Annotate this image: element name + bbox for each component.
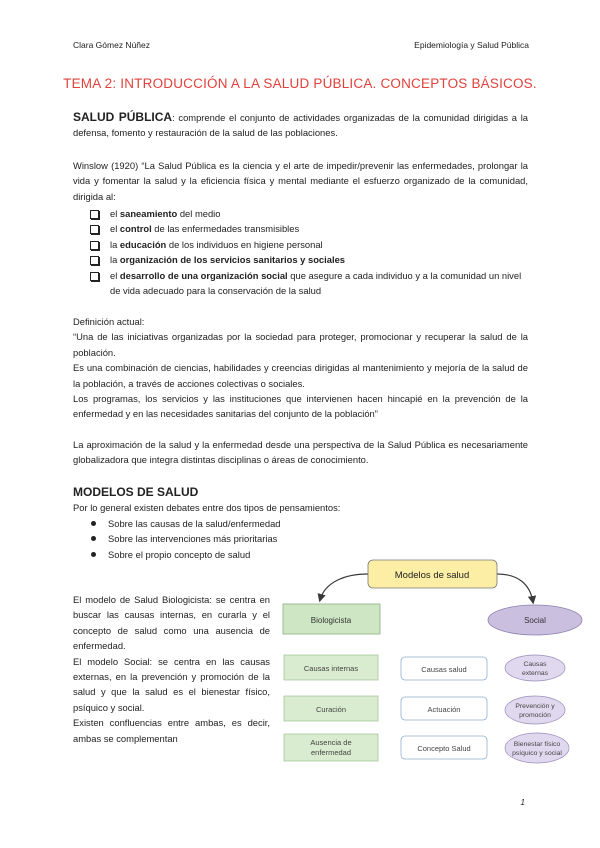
right-item-node [505,696,565,724]
salud-publica-term: SALUD PÚBLICA [73,110,173,124]
page-number: 1 [520,798,525,807]
list-item: Sobre el propio concepto de salud [90,547,390,562]
list-item: Sobre las intervenciones más prioritarias [90,531,390,546]
left-item-label: Causas internas [303,664,359,673]
right-item-label: Prevención y [515,703,555,710]
biologicista-label: Biologicista [310,616,352,625]
list-item: Sobre las causas de la salud/enfermedad [90,516,390,531]
modelos-heading: MODELOS DE SALUD [73,485,199,499]
list-item: el desarrollo de una organización social que asegure a cada individuo y a la comunidad un nivel de vida adecuado para la conservación de la salud [90,268,528,299]
page-title: TEMA 2: INTRODUCCIÓN A LA SALUD PÚBLICA. CONCEPTOS BÁSICOS. [63,76,537,91]
middle-item-label: Concepto Salud [417,744,471,753]
list-item: el saneamiento del medio [90,206,528,221]
confluencias-text: Existen confluencias entre ambas, es decir, ambas se complementan [73,717,270,744]
left-item-label: Curación [315,705,347,714]
right-item-node [505,655,565,681]
right-item-node [505,733,569,763]
winslow-intro: Winslow (1920) “La Salud Pública es la ciencia y el arte de impedir/prevenir las enfermedades, prolongar la vida y fomentar la salud y la eficiencia física y mental mediante el esfuerzo organizado de la comunidad, dirigida al: [73,160,528,202]
salud-publica-definition: : comprende el conjunto de actividades organizadas de la comunidad dirigidas a la defensa, fomento y restauración de la salud de las poblaciones. [73,112,528,139]
definicion-line: Los programas, los servicios y las instituciones que intervienen hacen hincapié en la prevención de la enfermedad y en las necesidades sanitarias del conjunto de la población” [73,393,528,420]
right-item-label: promoción [519,712,551,719]
list-item: la organización de los servicios sanitarios y sociales [90,252,528,267]
right-item-label: Causas [523,661,547,668]
modelos-intro: Por lo general existen debates entre dos tipos de pensamientos: [73,502,341,514]
right-item-label: externas [521,670,549,677]
header-author: Clara Gómez Núñez [73,40,151,50]
definicion-line: “Una de las iniciativas organizadas por la sociedad para proteger, promocionar y recuperar la salud de la población. [73,331,528,358]
right-item-label: psíquico y social [512,750,562,757]
middle-item-label: Actuación [427,705,461,714]
list-item: el control de las enfermedades transmisibles [90,221,528,236]
modelo-social-text: El modelo Social: se centra en las causas externas, en la prevención y promoción de la salud y que la salud es el bienestar físico, psíquico y social. [73,655,270,713]
arrow-left [320,574,368,600]
left-item-label: Ausencia de enfermedad [310,738,352,757]
root-label: Modelos de salud [394,570,470,581]
definicion-line: Es una combinación de ciencias, habilidades y creencias dirigidas al mantenimiento y mejoría de la salud de la población, a través de acciones colectivas o sociales. [73,362,528,389]
list-item: la educación de los individuos en higiene personal [90,237,528,252]
arrow-right [497,574,533,602]
right-item-label: Bienestar físico [513,741,561,748]
modelo-biologicista-text: El modelo de Salud Biologicista: se centra en buscar las causas internas, en curarla y el concepto de salud como una ausencia de enfermedad. [73,594,270,652]
definicion-heading: Definición actual: [73,316,145,327]
header-subject: Epidemiología y Salud Pública [414,40,529,50]
aproximacion-paragraph: La aproximación de la salud y la enfermedad desde una perspectiva de la Salud Pública es necesariamente globalizadora que integra distintas disciplinas o áreas de conocimiento. [73,439,528,466]
social-label: Social [524,616,546,625]
middle-item-label: Causas salud [421,665,467,674]
